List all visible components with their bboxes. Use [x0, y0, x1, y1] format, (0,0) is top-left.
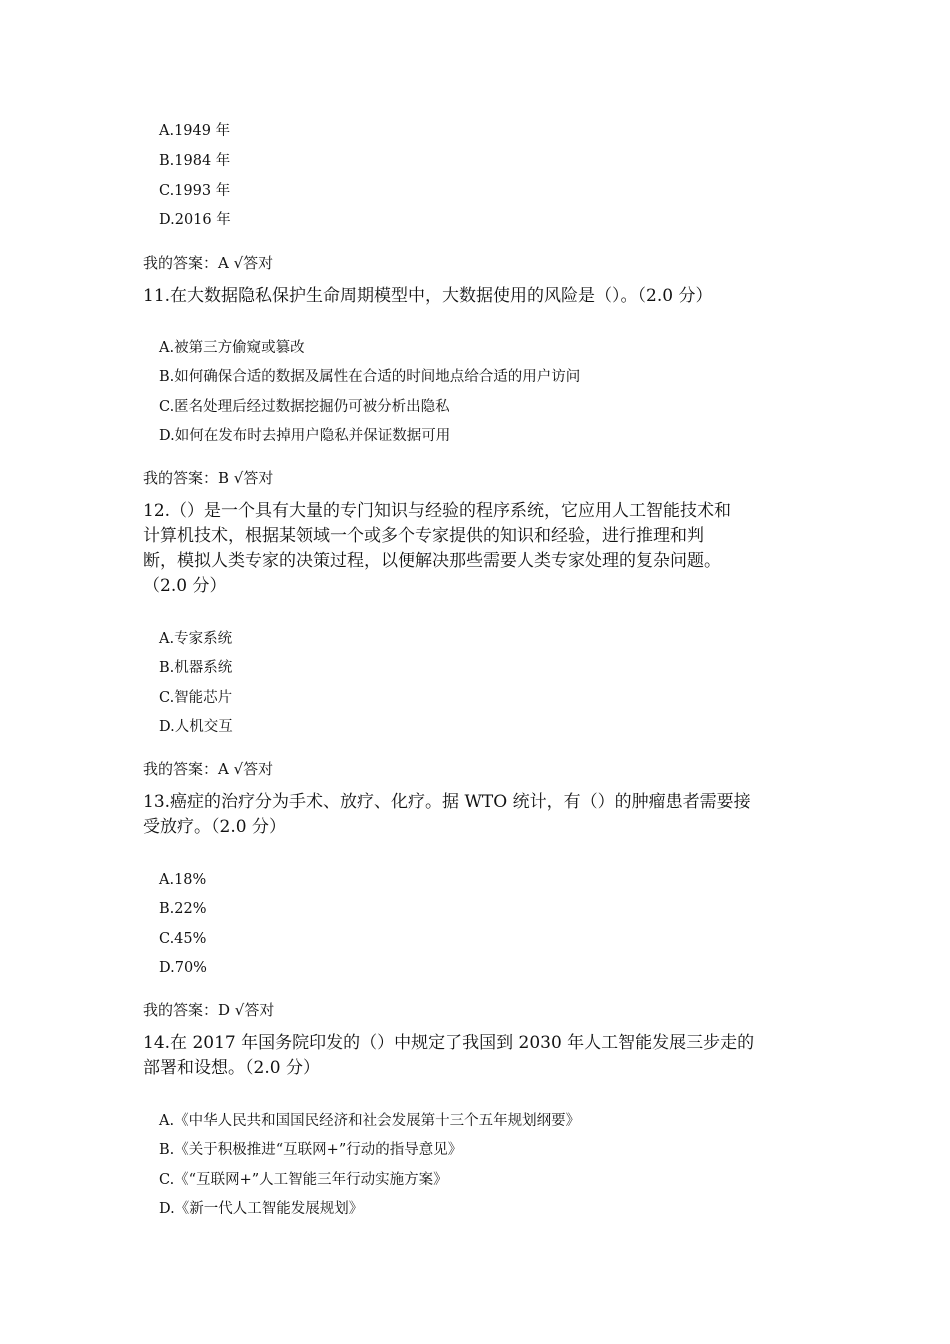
question-text-line-2: 部署和设想。（2.0 分） [143, 1058, 320, 1078]
question-text-line-1: 13.癌症的治疗分为手术、放疗、化疗。据 WTO 统计，有（）的肿瘤患者需要接 [143, 792, 751, 812]
my-answer: 我的答案：B √答对 [143, 469, 274, 487]
option-a: A.18% [159, 872, 207, 888]
my-answer: 我的答案：A √答对 [143, 254, 274, 272]
question-text-line-2: 受放疗。（2.0 分） [143, 817, 286, 837]
option-b: B.如何确保合适的数据及属性在合适的时间地点给合适的用户访问 [159, 369, 581, 385]
option-d: D.如何在发布时去掉用户隐私并保证数据可用 [159, 428, 451, 444]
option-d: D.《新一代人工智能发展规划》 [159, 1201, 364, 1217]
option-b: B.机器系统 [159, 660, 233, 676]
option-b: B.1984 年 [159, 153, 231, 169]
question-text-line-2: 计算机技术，根据某领域一个或多个专家提供的知识和经验，进行推理和判 [143, 526, 704, 546]
option-c: C.匿名处理后经过数据挖掘仍可被分析出隐私 [159, 399, 450, 415]
option-c: C.《“互联网+”人工智能三年行动实施方案》 [159, 1172, 448, 1188]
option-b: B.《关于积极推进“互联网+”行动的指导意见》 [159, 1142, 463, 1158]
option-d: D.70% [159, 960, 207, 976]
question-text: 11.在大数据隐私保护生命周期模型中，大数据使用的风险是（）。（2.0 分） [143, 286, 713, 306]
option-c: C.45% [159, 931, 207, 947]
my-answer: 我的答案：A √答对 [143, 760, 274, 778]
question-text-line-3: 断，模拟人类专家的决策过程，以便解决那些需要人类专家处理的复杂问题。 [143, 551, 721, 571]
option-d: D.人机交互 [159, 719, 233, 735]
option-a: A.专家系统 [159, 631, 233, 647]
option-d: D.2016 年 [159, 212, 231, 228]
option-a: A.1949 年 [159, 123, 231, 139]
question-text-line-1: 14.在 2017 年国务院印发的（）中规定了我国到 2030 年人工智能发展三步走的 [143, 1033, 755, 1053]
option-a: A.被第三方偷窥或篡改 [159, 340, 305, 356]
question-text-line-4: （2.0 分） [143, 576, 227, 596]
question-text-line-1: 12.（）是一个具有大量的专门知识与经验的程序系统，它应用人工智能技术和 [143, 501, 732, 521]
option-c: C.智能芯片 [159, 690, 233, 706]
option-b: B.22% [159, 901, 207, 917]
my-answer: 我的答案：D √答对 [143, 1001, 275, 1019]
option-a: A.《中华人民共和国国民经济和社会发展第十三个五年规划纲要》 [159, 1113, 581, 1129]
option-c: C.1993 年 [159, 183, 231, 199]
